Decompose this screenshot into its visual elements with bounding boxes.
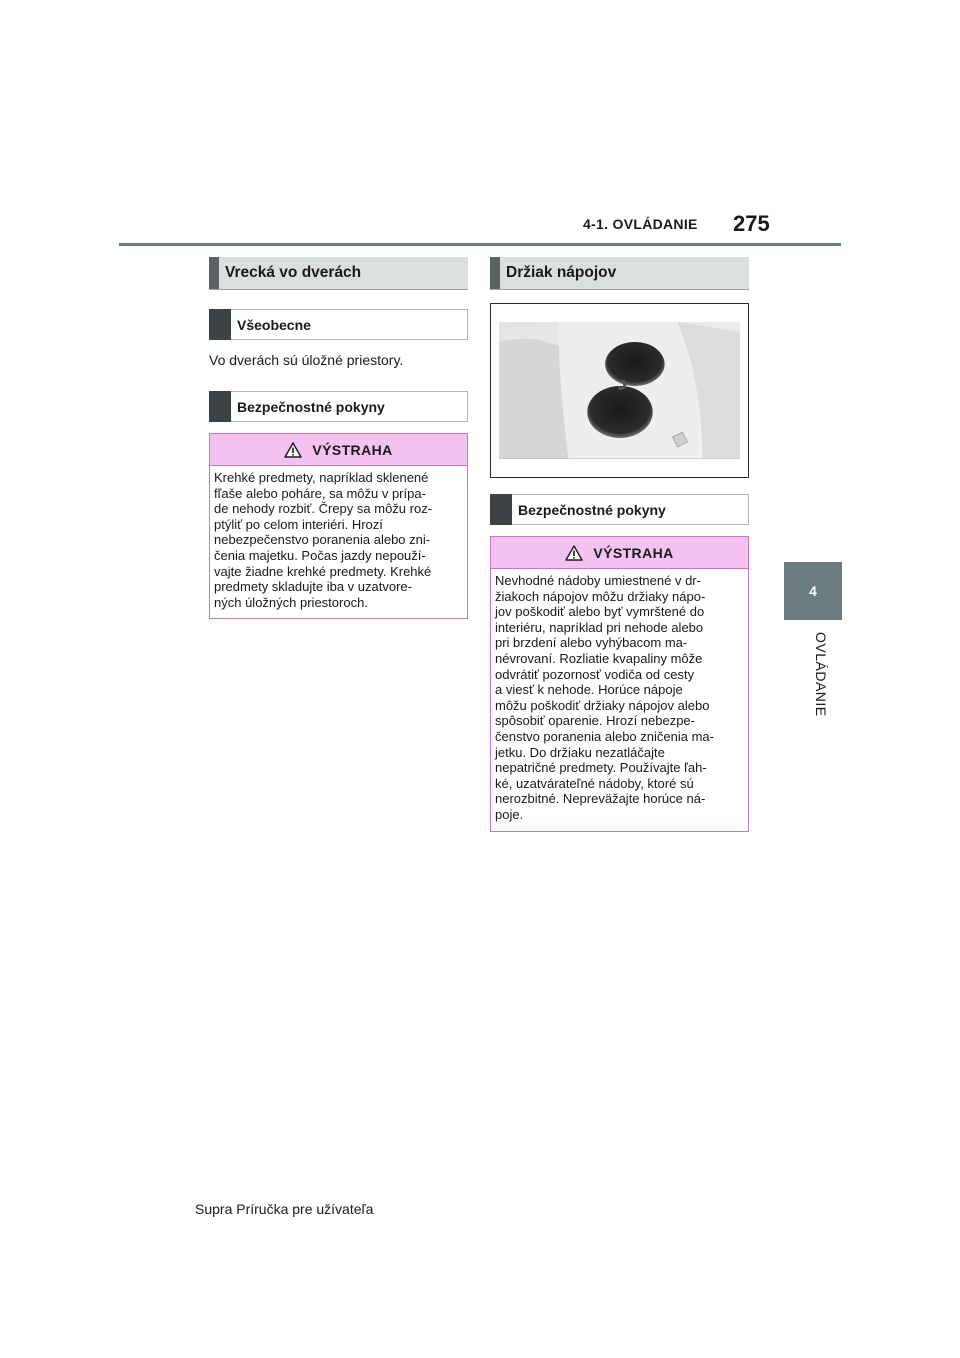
warning-line: spôsobiť oparenie. Hrozí nebezpe- bbox=[495, 713, 695, 729]
warning-line: nepatričné predmety. Používajte ľah- bbox=[495, 760, 707, 776]
warning-header-right bbox=[491, 537, 748, 569]
warning-line: ké, uzatvárateľné nádoby, ktoré sú bbox=[495, 775, 694, 791]
warning-line: Krehké predmety, napríklad sklenené bbox=[214, 470, 429, 485]
page-number: 275 bbox=[733, 211, 770, 236]
warning-line: poje. bbox=[495, 806, 524, 822]
warning-title-left: VÝSTRAHA bbox=[312, 441, 393, 458]
cupholder-photo bbox=[490, 303, 749, 478]
warning-line: jov poškodiť alebo byť vymrštené do bbox=[495, 604, 705, 620]
warning-line: ptýliť po celom interiéri. Hrozí bbox=[214, 516, 383, 532]
warning-text-left bbox=[210, 466, 467, 618]
warning-triangle-icon bbox=[284, 442, 302, 458]
subheading-safety-left: Bezpečnostné pokyny bbox=[209, 391, 468, 422]
chapter-tab[interactable]: 4 bbox=[784, 562, 842, 620]
warning-line: pri brzdení alebo vyhýbacom ma- bbox=[495, 635, 688, 651]
chapter-side-label: OVLÁDANIE bbox=[813, 632, 829, 717]
warning-line: de nehody rozbiť. Črepy sa môžu roz- bbox=[214, 501, 433, 517]
warning-box-left bbox=[209, 433, 468, 619]
warning-line: interiéru, napríklad pri nehode alebo bbox=[495, 619, 704, 635]
warning-line: névrovaní. Rozliatie kvapaliny môže bbox=[495, 650, 703, 666]
section-title: 4-1. OVLÁDANIE bbox=[583, 216, 698, 232]
heading-cupholder: Držiak nápojov bbox=[490, 257, 749, 290]
warning-line: čenia majetku. Počas jazdy nepouží- bbox=[214, 547, 426, 563]
cupholder-illustration bbox=[499, 322, 740, 459]
warning-line: fľaše alebo poháre, sa môžu v prípa- bbox=[214, 485, 426, 501]
right-column bbox=[490, 257, 749, 832]
warning-header-left bbox=[210, 434, 467, 466]
warning-line: ných úložných priestoroch. bbox=[214, 594, 368, 610]
general-text: Vo dverách sú úložné priestory. bbox=[209, 352, 404, 368]
warning-line: predmety skladujte iba v uzatvore- bbox=[214, 579, 412, 595]
warning-line: a viesť k nehode. Horúce nápoje bbox=[495, 682, 683, 698]
footer-text: Supra Príručka pre užívateľa bbox=[195, 1201, 374, 1217]
warning-triangle-icon bbox=[565, 545, 583, 561]
warning-line: žiakoch nápojov môžu držiaky nápo- bbox=[495, 588, 706, 604]
warning-line: nebezpečenstvo poranenia alebo zni- bbox=[214, 532, 431, 548]
subheading-general: Všeobecne bbox=[209, 309, 468, 340]
warning-line: čenstvo poranenia alebo zničenia ma- bbox=[495, 728, 714, 744]
warning-box-right bbox=[490, 536, 749, 832]
warning-line: môžu poškodiť držiaky nápojov alebo bbox=[495, 697, 710, 713]
warning-line: odvrátiť pozornosť vodiča od cesty bbox=[495, 666, 695, 682]
warning-line: nerozbitné. Nepreväžajte horúce ná- bbox=[495, 791, 706, 807]
header-divider bbox=[119, 243, 841, 246]
warning-text-right bbox=[491, 569, 748, 831]
warning-line: vajte žiadne krehké predmety. Krehké bbox=[214, 563, 432, 579]
warning-line: Nevhodné nádoby umiestnené v dr- bbox=[495, 573, 701, 588]
left-column bbox=[209, 257, 468, 619]
warning-line: jetku. Do držiaku nezatláčajte bbox=[495, 744, 665, 760]
subheading-safety-right: Bezpečnostné pokyny bbox=[490, 494, 749, 525]
warning-title-right: VÝSTRAHA bbox=[593, 544, 674, 561]
heading-door-pockets: Vrecká vo dverách bbox=[209, 257, 468, 290]
